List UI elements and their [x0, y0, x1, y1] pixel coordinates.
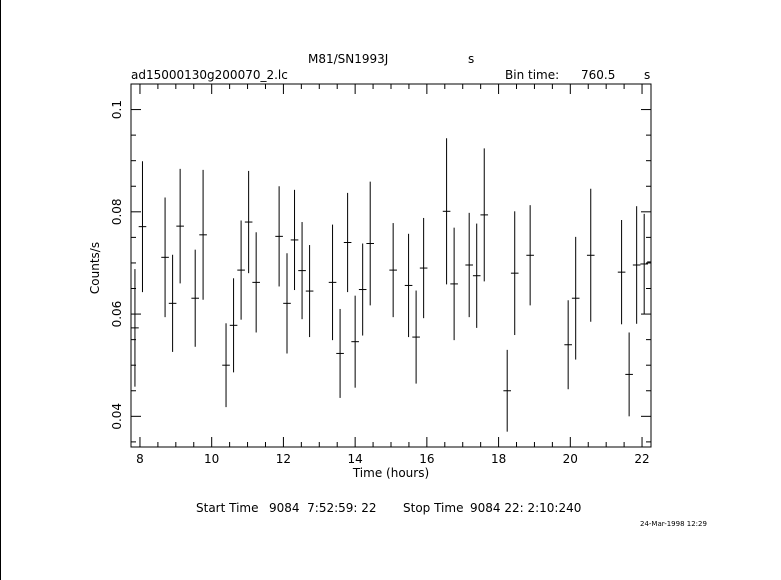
- title-unit: s: [468, 52, 475, 66]
- y-tick-label: 0.08: [110, 198, 124, 226]
- data-point: [465, 213, 473, 317]
- x-tick-label: 20: [562, 452, 578, 466]
- data-point: [291, 190, 299, 290]
- bin-time-unit: s: [644, 68, 651, 82]
- data-point: [389, 223, 397, 317]
- data-point: [405, 234, 413, 337]
- x-tick-label: 14: [347, 452, 363, 466]
- plot-frame: [131, 84, 651, 447]
- x-tick-label: 16: [419, 452, 435, 466]
- data-point: [359, 244, 367, 336]
- data-point: [169, 255, 177, 352]
- data-point: [329, 225, 337, 341]
- data-point: [420, 218, 428, 318]
- x-tick-label: 8: [136, 452, 144, 466]
- y-axis-label: Counts/s: [88, 241, 102, 295]
- data-point: [503, 350, 511, 432]
- data-point: [473, 224, 481, 328]
- x-tick-label: 10: [204, 452, 220, 466]
- x-tick-label: 22: [634, 452, 650, 466]
- data-point: [443, 138, 451, 284]
- x-tick-label: 18: [490, 452, 507, 466]
- chart-title: M81/SN1993J: [308, 52, 389, 66]
- data-point: [647, 210, 651, 314]
- data-point: [587, 189, 595, 322]
- bin-time-value: 760.5: [581, 68, 616, 82]
- data-point: [344, 193, 352, 292]
- data-point: [131, 269, 139, 387]
- x-axis-label: Time (hours): [352, 466, 430, 480]
- data-point: [191, 250, 199, 347]
- file-name: ad15000130g200070_2.lc: [131, 68, 288, 82]
- data-point: [252, 232, 260, 332]
- data-point: [625, 332, 633, 416]
- data-point: [572, 237, 580, 360]
- data-point: [245, 171, 253, 273]
- data-point: [306, 245, 314, 337]
- date-stamp: 24-Mar-1998 12:29: [640, 520, 707, 528]
- y-tick-label: 0.1: [110, 100, 124, 120]
- data-point: [633, 206, 641, 324]
- stop-time-value: 9084 22: 2:10:240: [470, 501, 582, 515]
- data-point: [366, 182, 374, 306]
- data-point: [564, 300, 572, 389]
- data-point: [199, 170, 207, 300]
- data-point: [275, 186, 283, 286]
- stop-time-label: Stop Time: [403, 501, 464, 515]
- data-point: [412, 291, 420, 384]
- start-time-value: 9084 7:52:59: 22: [269, 501, 377, 515]
- data-point: [351, 296, 359, 388]
- data-point: [511, 211, 519, 335]
- data-point: [222, 323, 230, 407]
- data-point: [480, 148, 488, 281]
- data-point: [640, 214, 648, 314]
- data-point: [139, 161, 147, 292]
- data-point: [237, 221, 245, 320]
- data-point: [230, 278, 238, 372]
- data-point: [336, 309, 344, 398]
- y-tick-label: 0.06: [110, 300, 124, 328]
- data-point: [176, 169, 184, 284]
- data-point: [450, 228, 458, 340]
- data-point: [283, 253, 291, 353]
- data-point: [161, 198, 169, 318]
- start-time-label: Start Time: [196, 501, 259, 515]
- y-tick-label: 0.04: [110, 402, 124, 430]
- bin-time-label: Bin time:: [505, 68, 560, 82]
- data-point: [618, 220, 626, 324]
- x-tick-label: 12: [275, 452, 292, 466]
- data-point: [526, 205, 534, 305]
- data-point: [298, 222, 306, 319]
